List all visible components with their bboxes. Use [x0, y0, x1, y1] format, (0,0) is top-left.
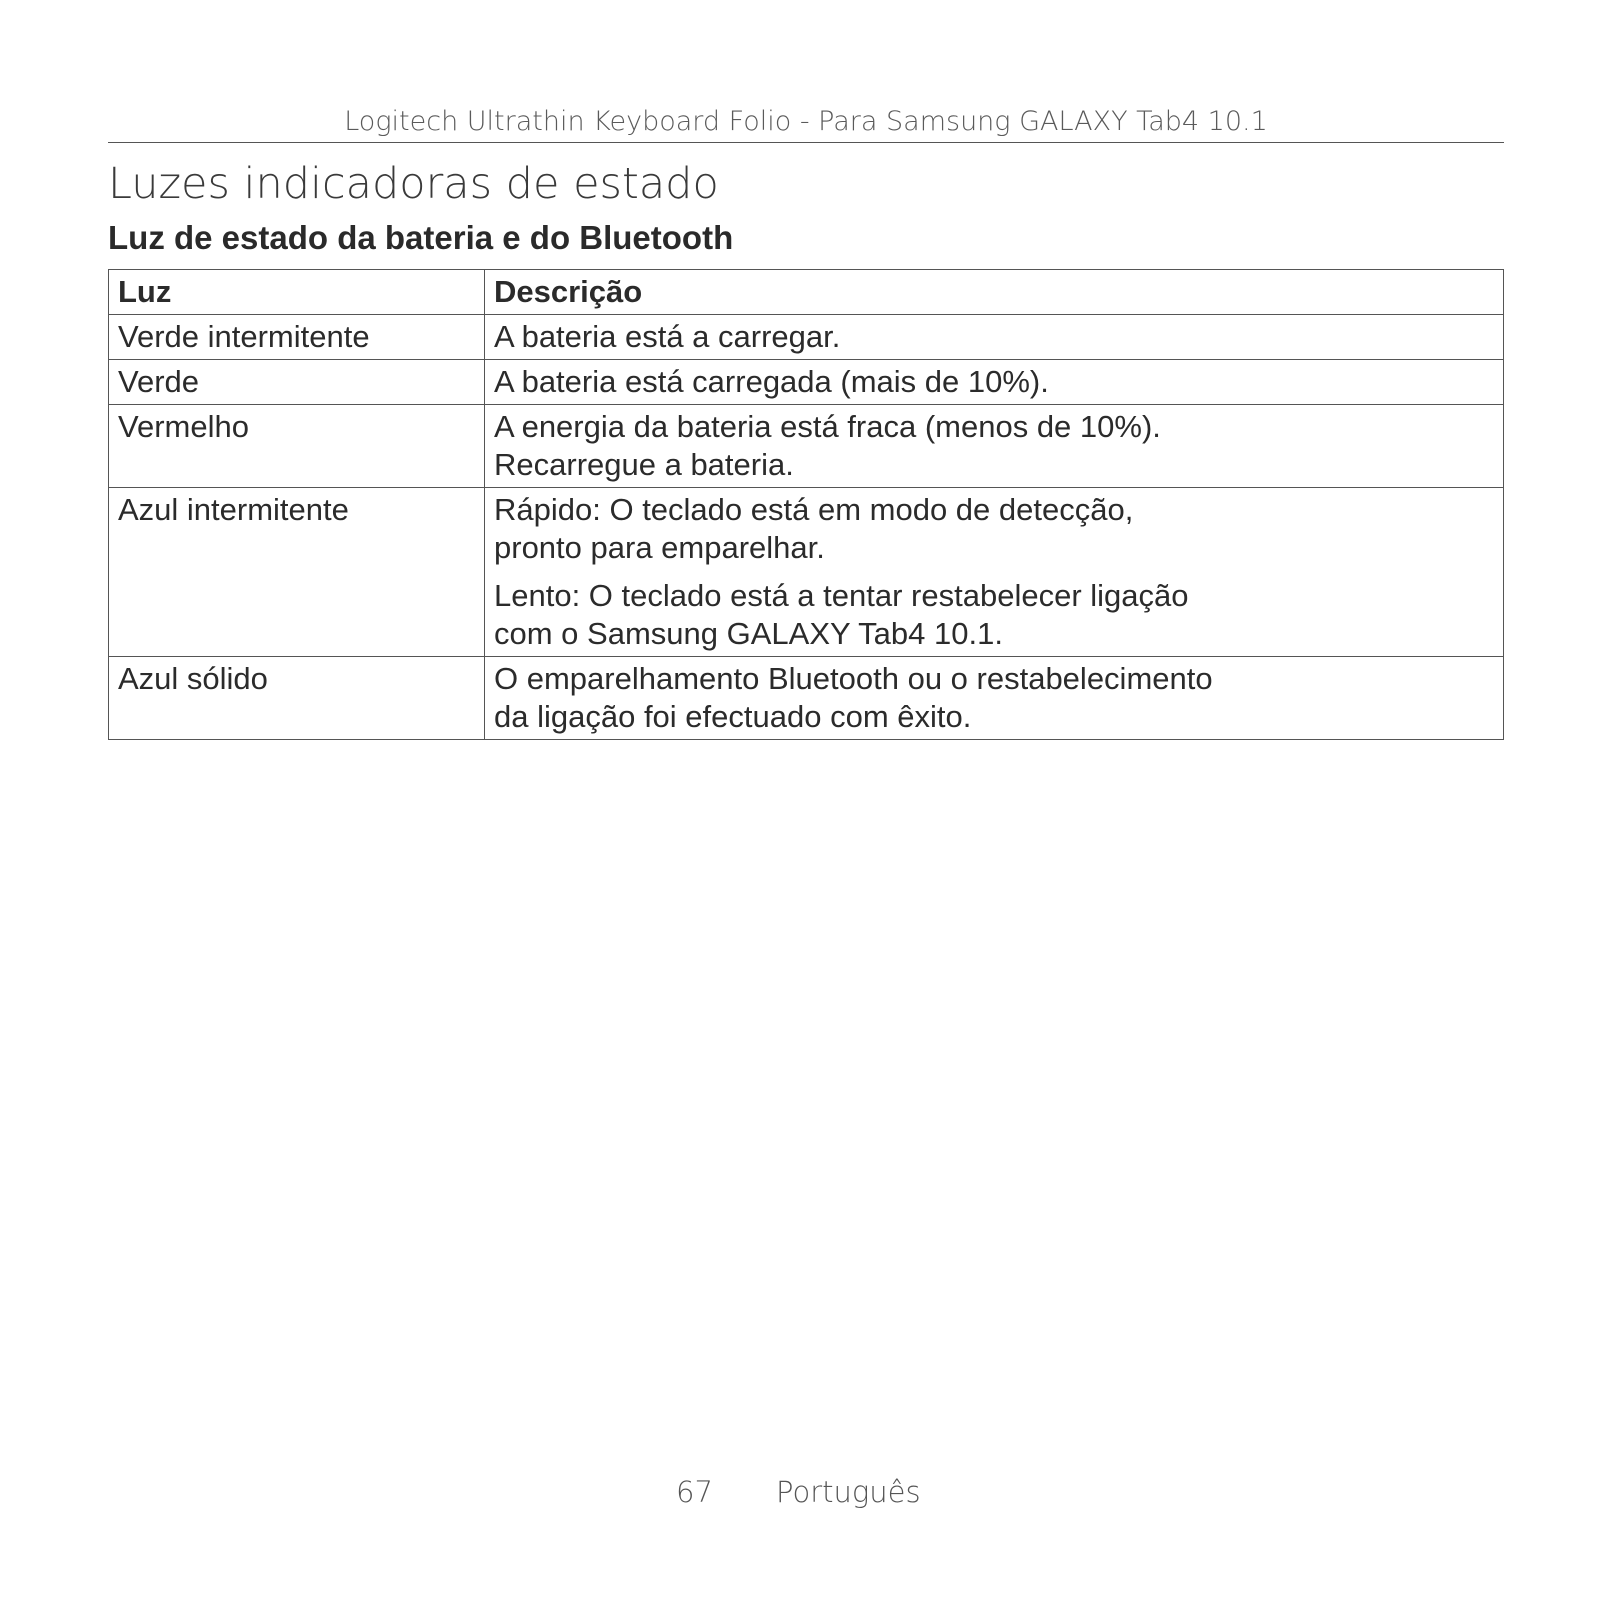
section-heading: Luz de estado da bateria e do Bluetooth	[108, 219, 734, 256]
light-cell: Vermelho	[109, 405, 485, 488]
description-cell	[485, 488, 1504, 657]
description-cell	[485, 405, 1504, 488]
footer-language: Português	[776, 1475, 921, 1509]
description-paragraph	[494, 318, 1494, 356]
description-line: A bateria está carregada (mais de 10%).	[494, 364, 1049, 399]
column-header-light: Luz	[109, 270, 485, 315]
description-cell	[485, 360, 1504, 405]
description-line: A energia da bateria está fraca (menos de 10%).	[494, 409, 1161, 444]
description-cell	[485, 657, 1504, 740]
table-row	[109, 657, 1504, 740]
description-line: com o Samsung GALAXY Tab4 10.1.	[494, 616, 1003, 651]
description-paragraph	[494, 577, 1494, 653]
header-divider	[108, 142, 1504, 143]
table-row	[109, 315, 1504, 360]
table-row	[109, 405, 1504, 488]
description-paragraph	[494, 660, 1494, 736]
page-title: Luzes indicadoras de estado	[108, 159, 719, 209]
table-row	[109, 360, 1504, 405]
description-paragraph	[494, 363, 1494, 401]
description-paragraph	[494, 491, 1494, 567]
description-line: da ligação foi efectuado com êxito.	[494, 699, 972, 734]
light-cell: Verde intermitente	[109, 315, 485, 360]
description-line: pronto para emparelhar.	[494, 530, 825, 565]
table-row	[109, 488, 1504, 657]
table-header-row	[109, 270, 1504, 315]
document-header-title: Logitech Ultrathin Keyboard Folio - Para Samsung GALAXY Tab4 10.1	[344, 106, 1268, 137]
page-number: 67	[676, 1475, 713, 1509]
description-line: O emparelhamento Bluetooth ou o restabelecimento	[494, 661, 1213, 696]
light-cell: Azul intermitente	[109, 488, 485, 657]
status-light-table	[108, 269, 1504, 740]
light-cell: Azul sólido	[109, 657, 485, 740]
light-cell: Verde	[109, 360, 485, 405]
description-cell	[485, 315, 1504, 360]
description-paragraph	[494, 408, 1494, 484]
description-line: A bateria está a carregar.	[494, 319, 841, 354]
description-line: Rápido: O teclado está em modo de detecção,	[494, 492, 1134, 527]
description-line: Lento: O teclado está a tentar restabelecer ligação	[494, 578, 1189, 613]
description-line: Recarregue a bateria.	[494, 447, 794, 482]
column-header-description: Descrição	[485, 270, 1504, 315]
